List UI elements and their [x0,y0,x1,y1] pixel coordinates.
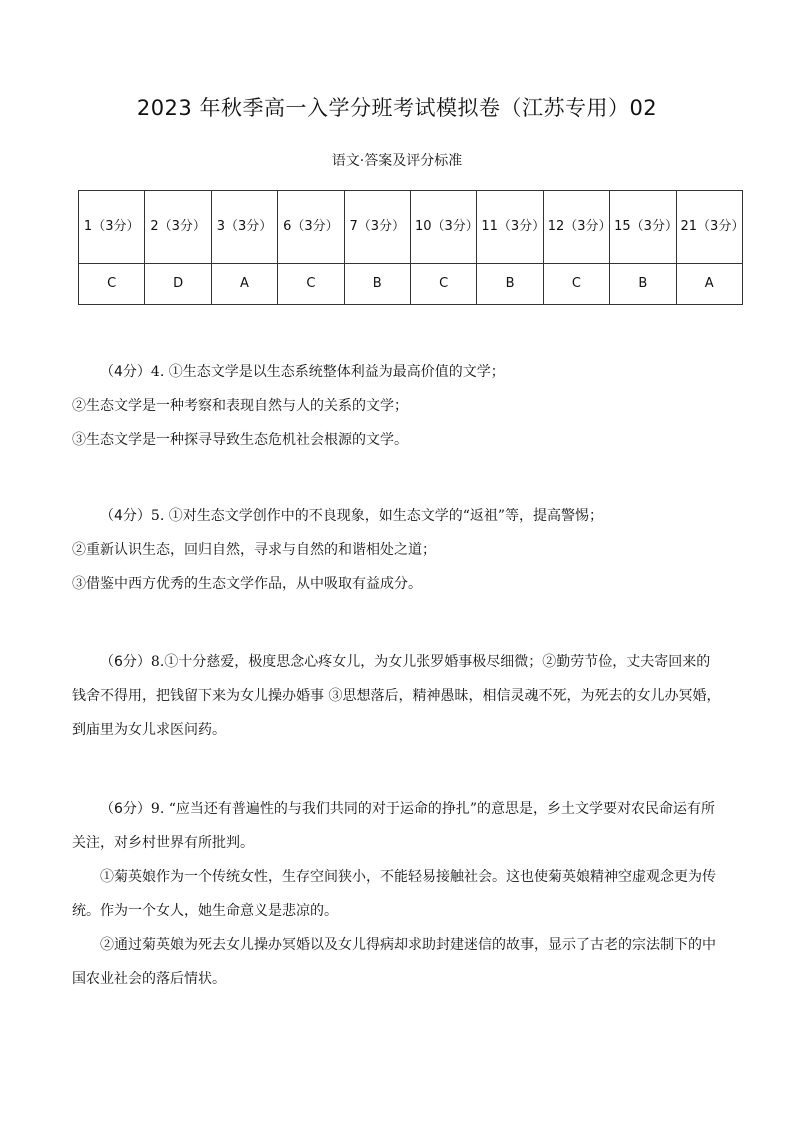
question-header: 12（3分） [543,191,609,264]
question-header: 15（3分） [610,191,676,264]
answer-cell: B [610,264,676,305]
answer-cell: D [145,264,211,305]
page-subtitle: 语文·答案及评分标准 [331,153,463,169]
answer-q9-point-2: ②通过菊英娘为死去女儿操办冥婚以及女儿得病却求助封建迷信的故事，显示了古老的宗法制下的中国农业社会的落后情状。 [72,937,716,987]
answer-text: 8.①十分慈爱，极度思念心疼女儿，为女儿张罗婚事极尽细微；②勤劳节俭，丈夫寄回来的钱舍不得用，把钱留下来为女儿操办婚事 ③思想落后，精神愚昧，相信灵魂不死，为死去的女儿办冥婚，到庙里为女儿求医问药。 [72,654,721,738]
answer-cell: A [676,264,742,305]
answer-q5-line-2: ②重新认识生态，回归自然，寻求与自然的和谐相处之道； [72,542,436,558]
answer-q4-line-1 [72,355,724,389]
answer-text: 4. ①生态文学是以生态系统整体利益为最高价值的文学； [150,364,505,380]
question-header: 7（3分） [344,191,410,264]
answer-cell: C [79,264,145,305]
question-header: 10（3分） [410,191,476,264]
answer-table-header-row [79,191,743,264]
score-label: （4分） [100,364,151,380]
question-header: 2（3分） [145,191,211,264]
score-label: （4分） [100,508,151,524]
answer-q5-line-1 [72,499,724,533]
question-header: 3（3分） [211,191,277,264]
score-label: （6分） [100,654,151,670]
answer-cell: C [543,264,609,305]
answer-table-answer-row [79,264,743,305]
answer-cell: B [477,264,543,305]
answer-q9-text [72,792,724,860]
answer-q9-point-1: ①菊英娘作为一个传统女性，生存空间狭小，不能轻易接触社会。这也使菊英娘精神空虚观念更为传统。作为一个女人，她生命意义是悲凉的。 [72,869,716,919]
answer-q4-line-3: ③生态文学是一种探寻导致生态危机社会根源的文学。 [72,432,408,448]
answer-table [78,190,743,305]
question-header: 11（3分） [477,191,543,264]
answer-q4 [72,355,724,457]
answer-cell: C [278,264,344,305]
question-header: 1（3分） [79,191,145,264]
answer-q8 [72,645,724,747]
answer-cell: B [344,264,410,305]
answer-q4-line-2: ②生态文学是一种考察和表现自然与人的关系的文学； [72,398,408,414]
question-header: 6（3分） [278,191,344,264]
answer-cell: C [410,264,476,305]
question-header: 21（3分） [676,191,742,264]
answer-text: 5. ①对生态文学创作中的不良现象，如生态文学的“返祖”等，提高警惕； [150,508,604,524]
score-label: （6分） [100,801,151,817]
page-title: 2023 年秋季高一入学分班考试模拟卷（江苏专用）02 [136,96,658,120]
answer-q5 [72,499,724,601]
answer-text: 9. “应当还有普遍性的与我们共同的对于运命的挣扎”的意思是，乡土文学要对农民命运有所关注，对乡村世界有所批判。 [72,801,716,851]
answer-q5-line-3: ③借鉴中西方优秀的生态文学作品，从中吸取有益成分。 [72,576,422,592]
answer-q8-text [72,645,724,747]
answer-q9 [72,792,724,996]
answer-cell: A [211,264,277,305]
